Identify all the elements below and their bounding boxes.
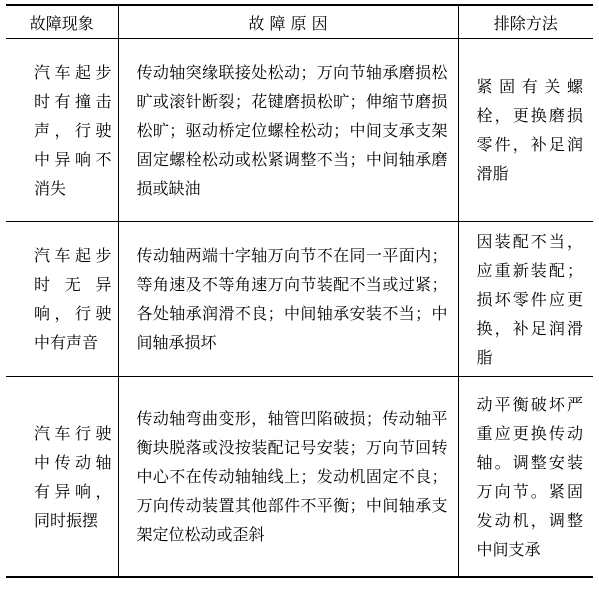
remedy-cell: 动平衡破坏严重应更换传动轴。调整安装万向节。紧固发动机，调整中间支承 [458, 377, 593, 578]
header-symptom: 故障现象 [6, 5, 118, 39]
cause-cell: 传动轴突缘联接处松动；万向节轴承磨损松旷或滚针断裂；花键磨损松旷；伸缩节磨损松旷；驱动桥定位螺栓松动；中间支承支架固定螺栓松动或松紧调整不当；中间轴承磨损或缺油 [118, 39, 458, 222]
table-header-row [6, 5, 593, 39]
table-row [6, 377, 593, 578]
fault-diagnosis-table [6, 4, 593, 578]
cause-cell: 传动轴两端十字轴万向节不在同一平面内；等角速及不等角速万向节装配不当或过紧；各处轴承润滑不良；中间轴承安装不当；中间轴承损坏 [118, 222, 458, 377]
symptom-cell: 汽车起步时有撞击声，行驶中异响不消失 [6, 39, 118, 222]
table-row [6, 222, 593, 377]
cause-cell: 传动轴弯曲变形，轴管凹陷破损；传动轴平衡块脱落或没按装配记号安装；万向节回转中心不在传动轴轴线上；发动机固定不良；万向传动装置其他部件不平衡；中间轴承支架定位松动或歪斜 [118, 377, 458, 578]
header-cause: 故 障 原 因 [118, 5, 458, 39]
remedy-cell: 因装配不当，应重新装配；损坏零件应更换，补足润滑脂 [458, 222, 593, 377]
header-remedy: 排除方法 [458, 5, 593, 39]
symptom-cell: 汽车行驶中传动轴有异响，同时振摆 [6, 377, 118, 578]
table-row [6, 39, 593, 222]
remedy-cell: 紧固有关螺栓，更换磨损零件，补足润滑脂 [458, 39, 593, 222]
symptom-cell: 汽车起步时无异响，行驶中有声音 [6, 222, 118, 377]
